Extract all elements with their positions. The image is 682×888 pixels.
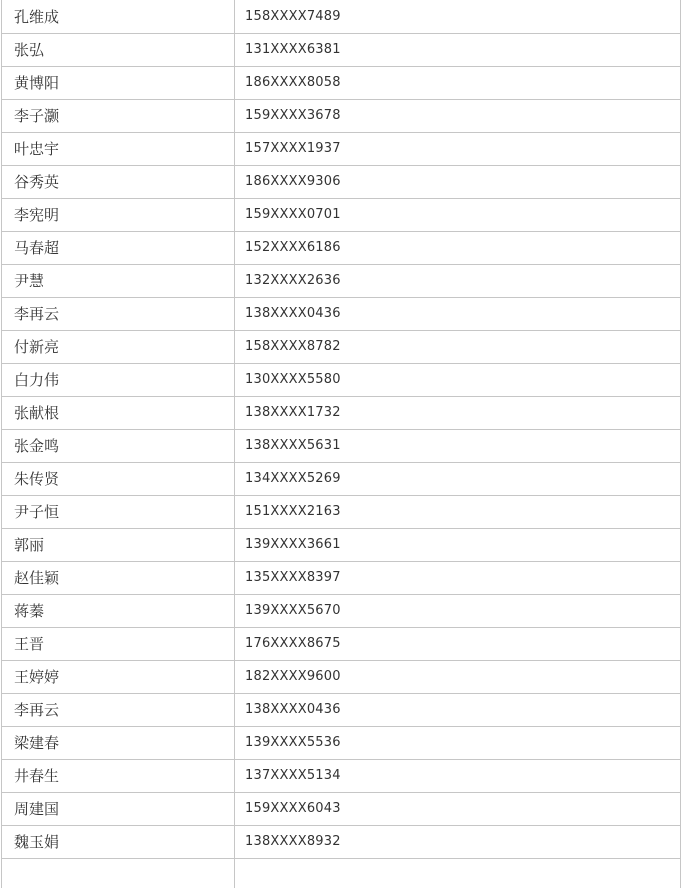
phone-cell: 139XXXX5536 [235,726,681,759]
name-cell: 张献根 [2,396,235,429]
phone-cell: 158XXXX7489 [235,0,681,33]
name-cell [2,858,235,888]
phone-cell: 159XXXX0701 [235,198,681,231]
table-row [2,264,681,297]
phone-cell: 130XXXX5580 [235,363,681,396]
name-cell: 李宪明 [2,198,235,231]
name-cell: 赵佳颖 [2,561,235,594]
table-row [2,528,681,561]
phone-cell: 138XXXX8932 [235,825,681,858]
name-cell: 王晋 [2,627,235,660]
table-row [2,792,681,825]
table-row [2,429,681,462]
phone-cell: 151XXXX2163 [235,495,681,528]
name-cell: 尹慧 [2,264,235,297]
name-cell: 谷秀英 [2,165,235,198]
phone-cell: 139XXXX3661 [235,528,681,561]
table-row [2,825,681,858]
table-row [2,594,681,627]
phone-cell: 176XXXX8675 [235,627,681,660]
table-row [2,231,681,264]
phone-cell: 159XXXX6043 [235,792,681,825]
table-row [2,627,681,660]
name-cell: 蒋蓁 [2,594,235,627]
phone-cell: 132XXXX2636 [235,264,681,297]
phone-cell: 137XXXX5134 [235,759,681,792]
name-cell: 付新亮 [2,330,235,363]
name-cell: 尹子恒 [2,495,235,528]
table-row [2,198,681,231]
name-cell: 白力伟 [2,363,235,396]
phone-cell: 131XXXX6381 [235,33,681,66]
name-cell: 李再云 [2,693,235,726]
name-cell: 梁建春 [2,726,235,759]
name-cell: 井春生 [2,759,235,792]
name-cell: 叶忠宇 [2,132,235,165]
table-row [2,132,681,165]
phone-cell: 186XXXX8058 [235,66,681,99]
name-cell: 周建国 [2,792,235,825]
phone-cell [235,858,681,888]
phone-cell: 159XXXX3678 [235,99,681,132]
table-row [2,33,681,66]
contact-table-body [2,0,681,888]
table-row [2,0,681,33]
table-row [2,693,681,726]
phone-cell: 138XXXX1732 [235,396,681,429]
name-cell: 张弘 [2,33,235,66]
phone-cell: 138XXXX0436 [235,297,681,330]
contact-table [1,0,681,888]
table-row [2,363,681,396]
table-row [2,561,681,594]
name-cell: 王婷婷 [2,660,235,693]
phone-cell: 186XXXX9306 [235,165,681,198]
name-cell: 李子灏 [2,99,235,132]
table-row [2,759,681,792]
phone-cell: 182XXXX9600 [235,660,681,693]
table-row [2,726,681,759]
table-row [2,495,681,528]
table-row [2,660,681,693]
phone-cell: 134XXXX5269 [235,462,681,495]
name-cell: 孔维成 [2,0,235,33]
table-row [2,165,681,198]
phone-cell: 135XXXX8397 [235,561,681,594]
name-cell: 李再云 [2,297,235,330]
name-cell: 朱传贤 [2,462,235,495]
table-row [2,858,681,888]
phone-cell: 152XXXX6186 [235,231,681,264]
table-row [2,462,681,495]
table-row [2,66,681,99]
table-row [2,297,681,330]
name-cell: 张金鸣 [2,429,235,462]
name-cell: 魏玉娟 [2,825,235,858]
phone-cell: 158XXXX8782 [235,330,681,363]
table-row [2,330,681,363]
table-row [2,396,681,429]
table-row [2,99,681,132]
name-cell: 郭丽 [2,528,235,561]
name-cell: 黄博阳 [2,66,235,99]
name-cell: 马春超 [2,231,235,264]
phone-cell: 139XXXX5670 [235,594,681,627]
phone-cell: 138XXXX5631 [235,429,681,462]
phone-cell: 138XXXX0436 [235,693,681,726]
phone-cell: 157XXXX1937 [235,132,681,165]
